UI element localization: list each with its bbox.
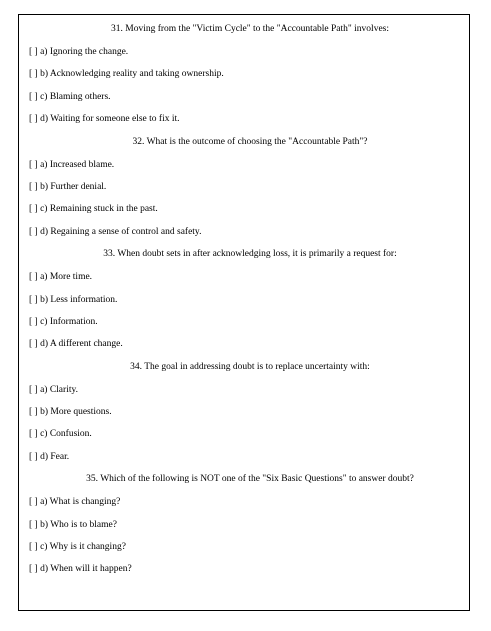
question-31: 31. Moving from the "Victim Cycle" to the "Accountable Path" involves: — [111, 24, 389, 34]
question-33: 33. When doubt sets in after acknowledging loss, it is primarily a request for: — [103, 249, 397, 260]
quiz-content — [29, 23, 461, 586]
option-32-c: [ ] c) Remaining stuck in the past. — [29, 204, 158, 215]
option-31-c: [ ] c) Blaming others. — [29, 91, 111, 102]
option-33-d: [ ] d) A different change. — [29, 339, 123, 350]
option-35-a: [ ] a) What is changing? — [29, 497, 121, 508]
question-34: 34. The goal in addressing doubt is to replace uncertainty with: — [130, 361, 370, 372]
option-32-a: [ ] a) Increased blame. — [29, 159, 115, 170]
option-35-d: [ ] d) When will it happen? — [29, 564, 132, 575]
option-31-d: [ ] d) Waiting for someone else to fix it. — [29, 114, 180, 125]
option-34-b: [ ] b) More questions. — [29, 407, 112, 418]
option-34-c: [ ] c) Confusion. — [29, 429, 92, 440]
option-34-d: [ ] d) Fear. — [29, 451, 70, 462]
option-33-a: [ ] a) More time. — [29, 272, 93, 283]
option-31-b: [ ] b) Acknowledging reality and taking ownership. — [29, 69, 224, 80]
option-32-d: [ ] d) Regaining a sense of control and safety. — [29, 226, 202, 237]
option-34-a: [ ] a) Clarity. — [29, 384, 78, 395]
option-33-b: [ ] b) Less information. — [29, 294, 118, 305]
option-35-c: [ ] c) Why is it changing? — [29, 542, 126, 553]
option-33-c: [ ] c) Information. — [29, 316, 98, 327]
option-32-b: [ ] b) Further denial. — [29, 181, 107, 192]
option-35-b: [ ] b) Who is to blame? — [29, 519, 117, 530]
question-32: 32. What is the outcome of choosing the "Accountable Path"? — [132, 136, 368, 147]
question-35: 35. Which of the following is NOT one of the "Six Basic Questions" to answer doubt? — [86, 474, 414, 485]
option-31-a: [ ] a) Ignoring the change. — [29, 47, 129, 57]
document-page — [18, 14, 470, 611]
